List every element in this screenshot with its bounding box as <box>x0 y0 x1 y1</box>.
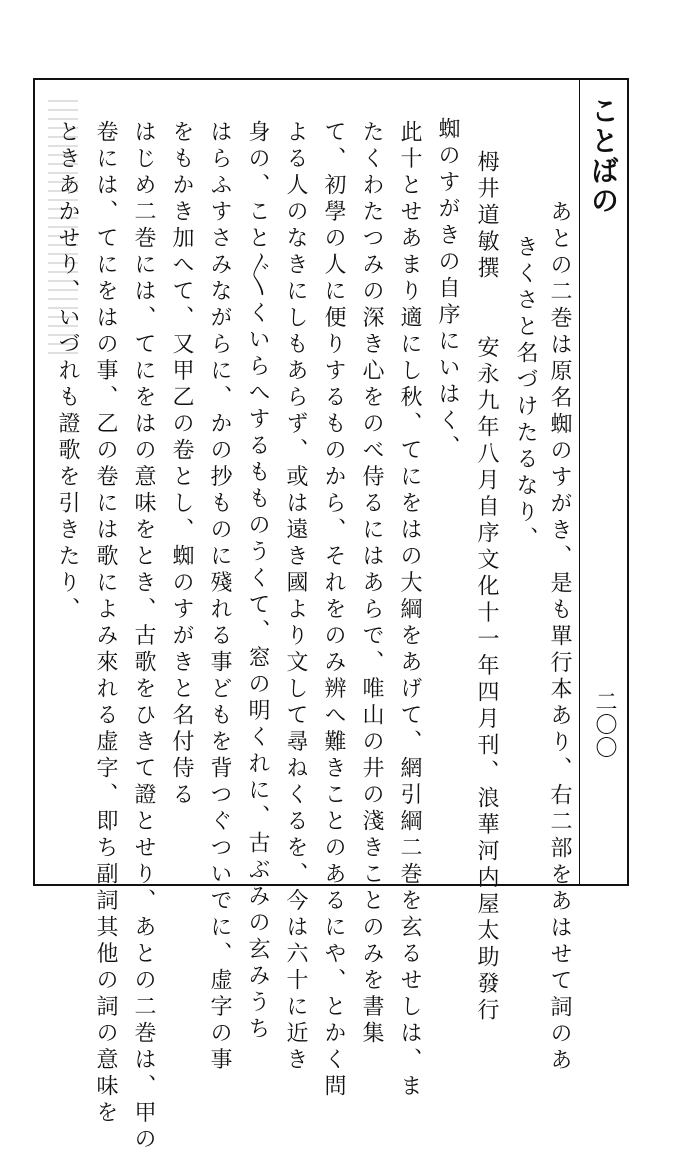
text-column-5: 此十とせあまり適にし秋、てにをはの大綱をあげて、網引綱二巻を玄るせしは、ま <box>397 120 422 1101</box>
text-column-12: はじめ二巻には、てにをはの意味をとき、古歌をひきて證とせり、あとの二巻は、甲の <box>131 120 156 1154</box>
text-column-8: よる人のなきにしもあらず、或は遠き國より文して尋ねくるを、今は六十に近き <box>283 120 308 1074</box>
running-header-title: ことばの <box>587 96 620 216</box>
text-column-6: たくわたつみの深き心をのべ侍るにはあらで、唯山の井の淺きことのみを書集 <box>359 120 384 1048</box>
text-column-7: て、初學の人に便りするものから、それをのみ辨へ難きことのあるにや、とかく問 <box>321 120 346 1101</box>
text-column-14: ときあかせり、いづれも證歌を引きたり、 <box>55 120 80 624</box>
text-column-9: 身の、こと〴〵くいらへするもものうくて、窓の明くれに、古ぶみの玄みうち <box>245 120 270 1043</box>
page-number: 二〇〇 <box>592 690 617 759</box>
text-column-4: 蜘のすがきの自序にいはく、 <box>435 117 460 462</box>
text-column-3: 栂井道敏撰 安永九年八月自序文化十一年四月刊、浪華河内屋太助發行 <box>474 150 499 1025</box>
header-divider-rule <box>579 80 580 884</box>
text-column-10: はらふすさみながらに、かの抄ものに殘れる事どもを背つぐついでに、虚字の事 <box>207 120 232 1074</box>
text-column-1: あとの二巻は原名蜘のすがき、是も單行本あり、右二部をあはせて詞のあ <box>547 200 572 1075</box>
text-column-2: きくさと名づけたるなり、 <box>513 235 538 553</box>
text-column-13: 卷には、てにをはの事、乙の卷には歌によみ來れる虚字、即ち副詞其他の詞の意味を <box>93 120 118 1127</box>
text-column-11: をもかき加へて、又甲乙の卷とし、蜘のすがきと名付侍る <box>169 120 194 809</box>
